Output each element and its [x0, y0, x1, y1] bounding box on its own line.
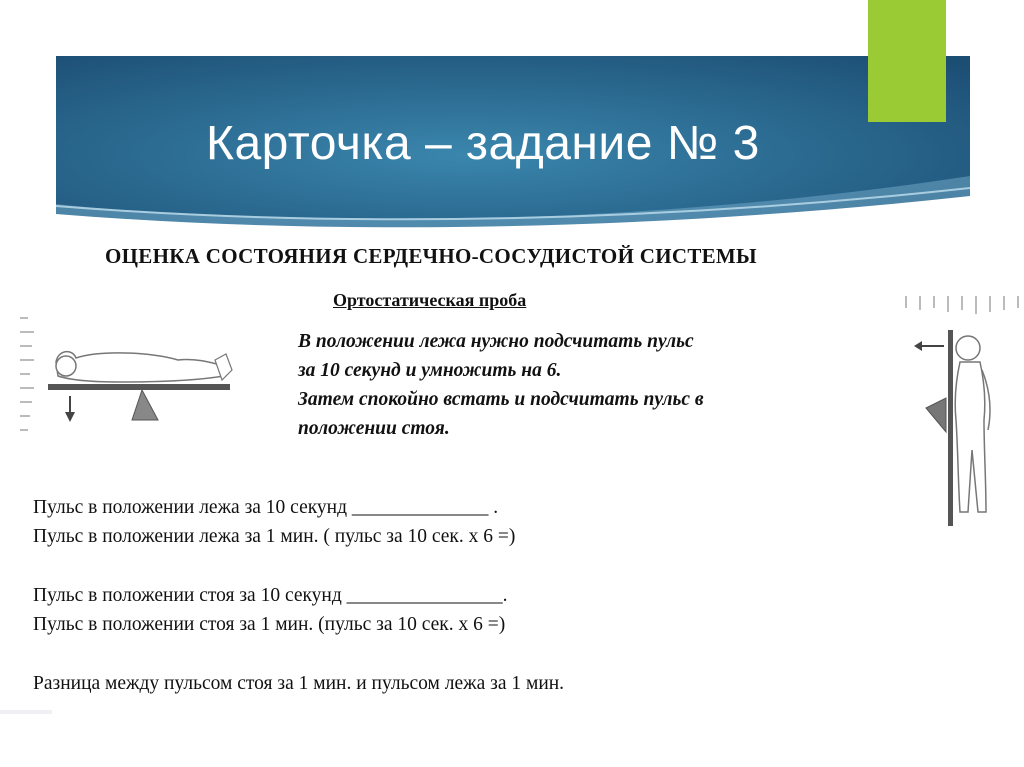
instruction-line: В положении лежа нужно подсчитать пульс	[298, 331, 694, 352]
worksheet-line-standing-10s: Пульс в положении стоя за 10 секунд ________________.	[33, 585, 508, 606]
instruction-line: Затем спокойно встать и подсчитать пульс в	[298, 389, 704, 410]
instruction-line: за 10 секунд и умножить на 6.	[298, 360, 562, 381]
test-name: Ортостатическая проба	[333, 290, 527, 310]
worksheet	[33, 493, 753, 698]
lying-person-illustration	[10, 300, 240, 450]
instruction-line: положении стоя.	[298, 418, 450, 439]
footer-mark	[0, 710, 52, 714]
standing-person-illustration	[898, 290, 1024, 530]
worksheet-line-standing-1min: Пульс в положении стоя за 1 мин. (пульс за 10 сек. х 6 =)	[33, 614, 506, 635]
worksheet-line-difference: Разница между пульсом стоя за 1 мин. и пульсом лежа за 1 мин.	[33, 673, 565, 694]
worksheet-line-lying-1min: Пульс в положении лежа за 1 мин. ( пульс за 10 сек. х 6 =)	[33, 526, 516, 547]
section-heading: ОЦЕНКА СОСТОЯНИЯ СЕРДЕЧНО-СОСУДИСТОЙ СИСТЕМЫ	[105, 244, 757, 268]
accent-block	[868, 0, 946, 122]
slide-title: Карточка – задание № 3	[206, 117, 760, 170]
worksheet-line-lying-10s: Пульс в положении лежа за 10 секунд ______________ .	[33, 497, 499, 518]
title-banner	[56, 56, 970, 236]
instructions	[298, 327, 858, 443]
